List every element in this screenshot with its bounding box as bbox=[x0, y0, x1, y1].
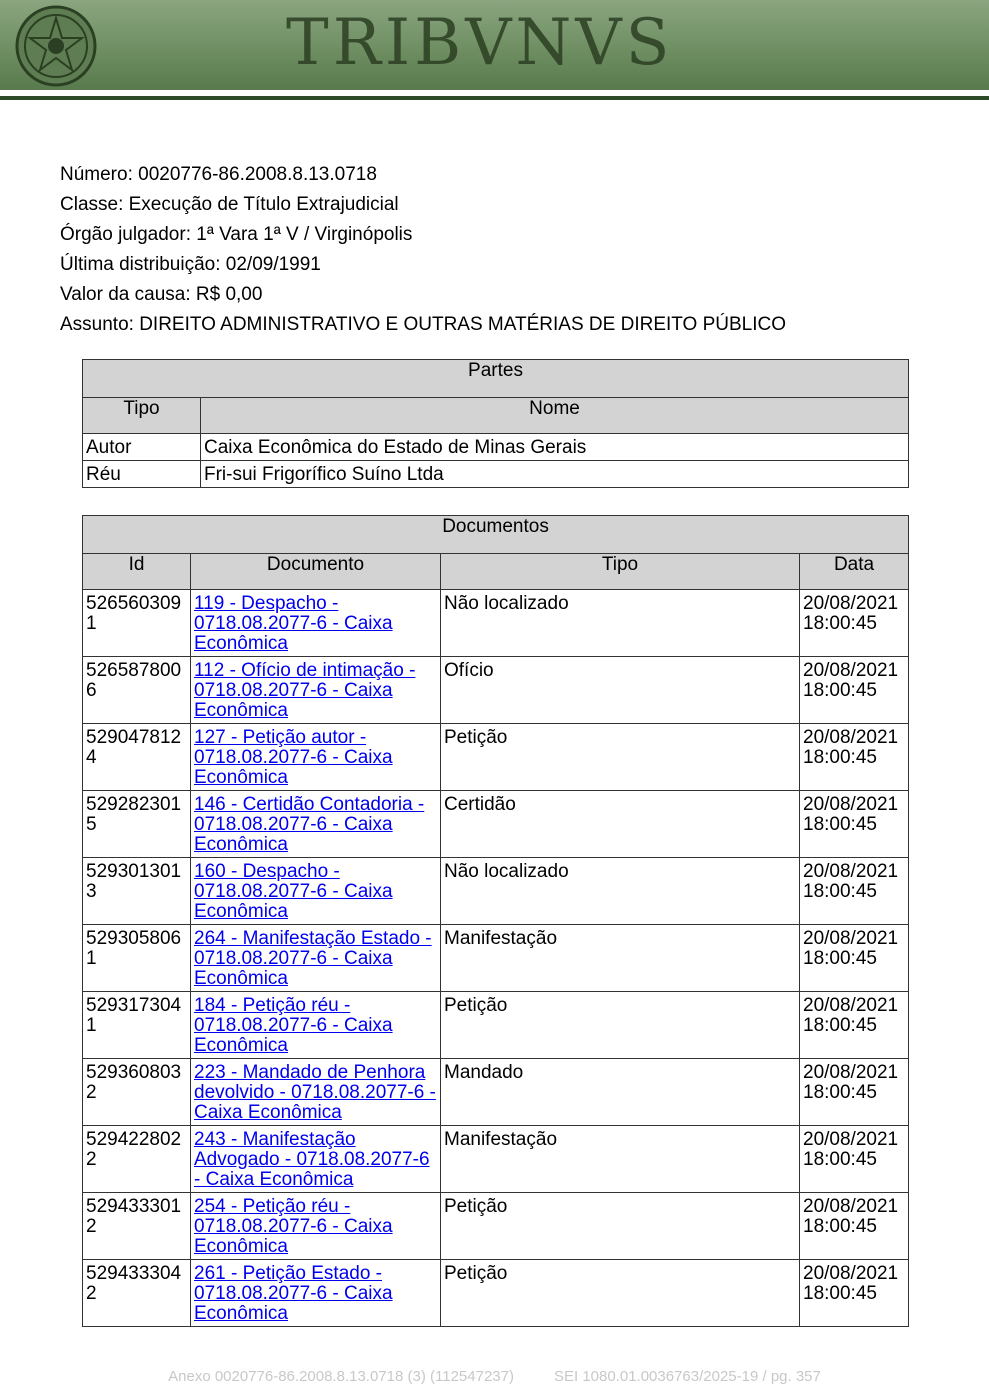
document-link[interactable]: 261 - Petição Estado - 0718.08.2077-6 - Caixa Econômica bbox=[194, 1263, 393, 1324]
document-id: 5293608032 bbox=[83, 1059, 191, 1126]
document-link[interactable]: 243 - Manifestação Advogado - 0718.08.2077-6 - Caixa Econômica bbox=[194, 1129, 430, 1190]
document-type: Petição bbox=[441, 724, 800, 791]
document-cell bbox=[191, 1059, 441, 1126]
document-type: Não localizado bbox=[441, 590, 800, 657]
document-cell bbox=[191, 791, 441, 858]
document-cell bbox=[191, 925, 441, 992]
table-row bbox=[83, 724, 909, 791]
document-cell bbox=[191, 724, 441, 791]
document-link[interactable]: 160 - Despacho - 0718.08.2077-6 - Caixa Econômica bbox=[194, 861, 393, 922]
document-link[interactable]: 119 - Despacho - 0718.08.2077-6 - Caixa Econômica bbox=[194, 593, 393, 654]
header-banner bbox=[0, 0, 989, 90]
party-name: Caixa Econômica do Estado de Minas Gerais bbox=[201, 434, 909, 461]
document-id: 5293058061 bbox=[83, 925, 191, 992]
party-type: Autor bbox=[83, 434, 201, 461]
case-court: Órgão julgador: 1ª Vara 1ª V / Virginópolis bbox=[60, 224, 413, 245]
document-id: 5294228022 bbox=[83, 1126, 191, 1193]
document-date: 20/08/2021 18:00:45 bbox=[800, 657, 909, 724]
table-row bbox=[83, 858, 909, 925]
document-id: 5293173041 bbox=[83, 992, 191, 1059]
document-date: 20/08/2021 18:00:45 bbox=[800, 1059, 909, 1126]
table-row bbox=[83, 1059, 909, 1126]
document-type: Ofício bbox=[441, 657, 800, 724]
document-id: 5290478124 bbox=[83, 724, 191, 791]
table-row bbox=[83, 925, 909, 992]
document-type: Petição bbox=[441, 1260, 800, 1327]
parties-header-nome: Nome bbox=[201, 398, 909, 434]
document-date: 20/08/2021 18:00:45 bbox=[800, 1260, 909, 1327]
document-type: Mandado bbox=[441, 1059, 800, 1126]
documents-header-data: Data bbox=[800, 554, 909, 590]
document-type: Petição bbox=[441, 992, 800, 1059]
document-type: Não localizado bbox=[441, 858, 800, 925]
document-date: 20/08/2021 18:00:45 bbox=[800, 925, 909, 992]
document-cell bbox=[191, 657, 441, 724]
document-date: 20/08/2021 18:00:45 bbox=[800, 858, 909, 925]
document-link[interactable]: 223 - Mandado de Penhora devolvido - 0718.08.2077-6 - Caixa Econômica bbox=[194, 1062, 436, 1123]
page-footer bbox=[0, 1368, 989, 1385]
document-date: 20/08/2021 18:00:45 bbox=[800, 1126, 909, 1193]
party-name: Fri-sui Frigorífico Suíno Ltda bbox=[201, 461, 909, 488]
document-date: 20/08/2021 18:00:45 bbox=[800, 791, 909, 858]
footer-annex: Anexo 0020776-86.2008.8.13.0718 (3) (112547237) bbox=[168, 1368, 514, 1385]
table-row bbox=[83, 1260, 909, 1327]
document-type: Petição bbox=[441, 1193, 800, 1260]
parties-header-tipo: Tipo bbox=[83, 398, 201, 434]
parties-table bbox=[82, 359, 909, 488]
table-row bbox=[83, 992, 909, 1059]
document-date: 20/08/2021 18:00:45 bbox=[800, 992, 909, 1059]
footer-sei-page: SEI 1080.01.0036763/2025-19 / pg. 357 bbox=[553, 1368, 821, 1385]
table-row bbox=[83, 791, 909, 858]
coat-of-arms-seal-icon bbox=[12, 4, 100, 88]
parties-caption: Partes bbox=[83, 360, 909, 398]
document-id: 5294333042 bbox=[83, 1260, 191, 1327]
documents-header-id: Id bbox=[83, 554, 191, 590]
case-subject: Assunto: DIREITO ADMINISTRATIVO E OUTRAS MATÉRIAS DE DIREITO PÚBLICO bbox=[60, 314, 787, 335]
case-info bbox=[60, 160, 786, 340]
document-cell bbox=[191, 590, 441, 657]
document-date: 20/08/2021 18:00:45 bbox=[800, 590, 909, 657]
document-type: Manifestação bbox=[441, 1126, 800, 1193]
document-id: 5265878006 bbox=[83, 657, 191, 724]
document-link[interactable]: 264 - Manifestação Estado - 0718.08.2077-6 - Caixa Econômica bbox=[194, 928, 432, 989]
table-row bbox=[83, 657, 909, 724]
documents-header-tipo: Tipo bbox=[441, 554, 800, 590]
document-link[interactable]: 146 - Certidão Contadoria - 0718.08.2077-6 - Caixa Econômica bbox=[194, 794, 425, 855]
document-date: 20/08/2021 18:00:45 bbox=[800, 1193, 909, 1260]
document-link[interactable]: 112 - Ofício de intimação - 0718.08.2077-6 - Caixa Econômica bbox=[194, 660, 416, 721]
document-link[interactable]: 127 - Petição autor - 0718.08.2077-6 - Caixa Econômica bbox=[194, 727, 393, 788]
party-type: Réu bbox=[83, 461, 201, 488]
header-rule bbox=[0, 96, 989, 100]
document-id: 5292823015 bbox=[83, 791, 191, 858]
document-cell bbox=[191, 992, 441, 1059]
table-row bbox=[83, 1126, 909, 1193]
document-id: 5294333012 bbox=[83, 1193, 191, 1260]
case-class: Classe: Execução de Título Extrajudicial bbox=[60, 194, 399, 215]
document-id: 5293013013 bbox=[83, 858, 191, 925]
document-cell bbox=[191, 1260, 441, 1327]
table-row bbox=[83, 590, 909, 657]
document-cell bbox=[191, 858, 441, 925]
documents-header-documento: Documento bbox=[191, 554, 441, 590]
document-link[interactable]: 254 - Petição réu - 0718.08.2077-6 - Caixa Econômica bbox=[194, 1196, 393, 1257]
case-last-distribution: Última distribuição: 02/09/1991 bbox=[60, 254, 321, 275]
document-cell bbox=[191, 1126, 441, 1193]
document-date: 20/08/2021 18:00:45 bbox=[800, 724, 909, 791]
documents-caption: Documentos bbox=[83, 516, 909, 554]
document-cell bbox=[191, 1193, 441, 1260]
table-row bbox=[83, 434, 909, 461]
documents-table bbox=[82, 515, 909, 1327]
case-number: Número: 0020776-86.2008.8.13.0718 bbox=[60, 164, 377, 185]
tribunal-logo-text: TRIBVNVS bbox=[286, 6, 674, 80]
document-id: 5265603091 bbox=[83, 590, 191, 657]
document-type: Manifestação bbox=[441, 925, 800, 992]
case-value: Valor da causa: R$ 0,00 bbox=[60, 284, 263, 305]
table-row bbox=[83, 461, 909, 488]
document-type: Certidão bbox=[441, 791, 800, 858]
document-link[interactable]: 184 - Petição réu - 0718.08.2077-6 - Caixa Econômica bbox=[194, 995, 393, 1056]
table-row bbox=[83, 1193, 909, 1260]
